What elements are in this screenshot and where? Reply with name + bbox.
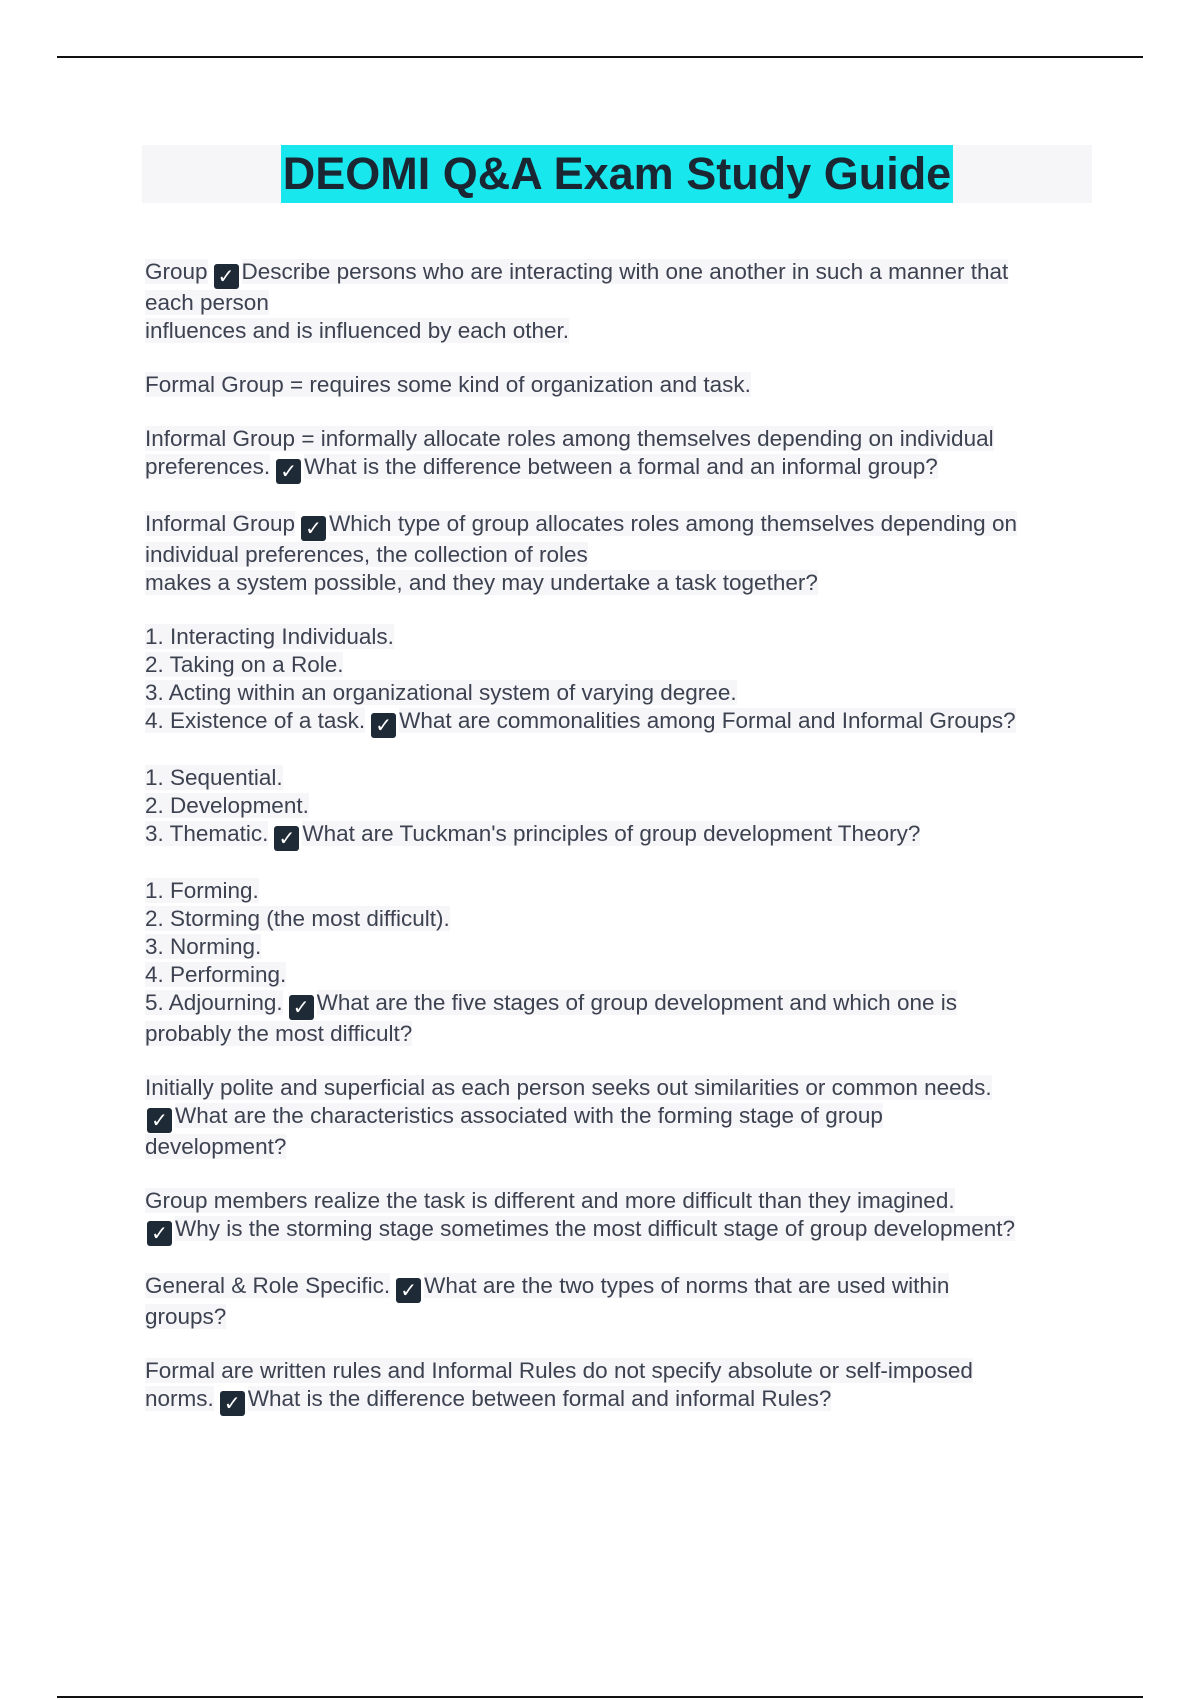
checkmark-icon: ✓ bbox=[276, 459, 301, 484]
qa-line bbox=[145, 792, 1095, 820]
qa-line bbox=[145, 1215, 1095, 1246]
question-text: each person bbox=[145, 290, 269, 315]
answer-text: preferences. bbox=[145, 454, 271, 479]
qa-list bbox=[145, 258, 1095, 1442]
qa-line bbox=[145, 371, 1095, 399]
answer-text: Group members realize the task is different and more difficult than they imagined. bbox=[145, 1188, 955, 1213]
qa-line bbox=[145, 1303, 1095, 1331]
checkmark-icon: ✓ bbox=[371, 713, 396, 738]
question-text: What is the difference between a formal and an informal group? bbox=[304, 454, 938, 479]
answer-text: 4. Performing. bbox=[145, 962, 287, 987]
answer-text: 2. Development. bbox=[145, 793, 309, 818]
checkmark-icon: ✓ bbox=[301, 516, 326, 541]
checkmark-icon: ✓ bbox=[147, 1108, 172, 1133]
answer-text: 2. Storming (the most difficult). bbox=[145, 906, 450, 931]
answer-text: Initially polite and superficial as each person seeks out similarities or common needs. bbox=[145, 1075, 992, 1100]
question-text: What are Tuckman's principles of group development Theory? bbox=[302, 821, 921, 846]
qa-line bbox=[145, 961, 1095, 989]
checkmark-icon: ✓ bbox=[274, 826, 299, 851]
title-band bbox=[142, 145, 1092, 203]
answer-text: 1. Interacting Individuals. bbox=[145, 624, 394, 649]
qa-line bbox=[145, 1074, 1095, 1102]
checkmark-icon: ✓ bbox=[220, 1391, 245, 1416]
qa-line bbox=[145, 623, 1095, 651]
question-text: What is the difference between formal and informal Rules? bbox=[247, 1386, 832, 1411]
question-text: What are the two types of norms that are used within bbox=[424, 1273, 950, 1298]
answer-text: norms. bbox=[145, 1386, 214, 1411]
qa-line bbox=[145, 820, 1095, 851]
question-text: What are the characteristics associated with the forming stage of group bbox=[175, 1103, 883, 1128]
qa-line bbox=[145, 425, 1095, 453]
header-rule bbox=[57, 56, 1143, 58]
qa-line bbox=[145, 1133, 1095, 1161]
qa-line bbox=[145, 905, 1095, 933]
qa-item bbox=[145, 510, 1095, 597]
qa-line bbox=[145, 933, 1095, 961]
answer-text: Informal Group = informally allocate roles among themselves depending on individual bbox=[145, 426, 994, 451]
question-text: What are the five stages of group development and which one is bbox=[316, 990, 957, 1015]
answer-text: 1. Sequential. bbox=[145, 765, 283, 790]
document-title: DEOMI Q&A Exam Study Guide bbox=[281, 145, 953, 203]
qa-item bbox=[145, 371, 1095, 484]
qa-line bbox=[145, 399, 1095, 425]
question-text: influences and is influenced by each other. bbox=[145, 318, 570, 343]
answer-text: General & Role Specific. bbox=[145, 1273, 391, 1298]
qa-line bbox=[145, 679, 1095, 707]
qa-item bbox=[145, 1272, 1095, 1331]
answer-text: 3. Acting within an organizational system of varying degree. bbox=[145, 680, 737, 705]
footer-rule bbox=[57, 1696, 1143, 1698]
question-text: Why is the storming stage sometimes the most difficult stage of group development? bbox=[175, 1216, 1015, 1241]
qa-line bbox=[145, 258, 1095, 289]
answer-text: Formal are written rules and Informal Rules do not specify absolute or self-imposed bbox=[145, 1358, 973, 1383]
answer-text: 4. Existence of a task. bbox=[145, 708, 366, 733]
question-text: Which type of group allocates roles among themselves depending on bbox=[329, 511, 1017, 536]
answer-text: 3. Thematic. bbox=[145, 821, 269, 846]
qa-item bbox=[145, 1187, 1095, 1246]
qa-item bbox=[145, 877, 1095, 1048]
answer-text: Formal Group = requires some kind of organization and task. bbox=[145, 372, 751, 397]
qa-item bbox=[145, 764, 1095, 851]
question-text: individual preferences, the collection of roles bbox=[145, 542, 588, 567]
question-text: Describe persons who are interacting with one another in such a manner that bbox=[241, 259, 1009, 284]
checkmark-icon: ✓ bbox=[214, 264, 239, 289]
question-text: probably the most difficult? bbox=[145, 1021, 413, 1046]
checkmark-icon: ✓ bbox=[396, 1278, 421, 1303]
qa-line bbox=[145, 317, 1095, 345]
question-text: makes a system possible, and they may undertake a task together? bbox=[145, 570, 818, 595]
question-text: development? bbox=[145, 1134, 287, 1159]
qa-item bbox=[145, 1074, 1095, 1161]
qa-line bbox=[145, 707, 1095, 738]
qa-line bbox=[145, 1187, 1095, 1215]
qa-line bbox=[145, 989, 1095, 1020]
qa-line bbox=[145, 541, 1095, 569]
qa-line bbox=[145, 1272, 1095, 1303]
question-text: What are commonalities among Formal and Informal Groups? bbox=[399, 708, 1016, 733]
qa-line bbox=[145, 569, 1095, 597]
answer-text: Group bbox=[145, 259, 208, 284]
answer-text: 1. Forming. bbox=[145, 878, 259, 903]
qa-line bbox=[145, 1357, 1095, 1385]
question-text: groups? bbox=[145, 1304, 227, 1329]
qa-line bbox=[145, 453, 1095, 484]
checkmark-icon: ✓ bbox=[147, 1221, 172, 1246]
answer-text: 5. Adjourning. bbox=[145, 990, 283, 1015]
answer-text: Informal Group bbox=[145, 511, 296, 536]
qa-line bbox=[145, 1102, 1095, 1133]
qa-line bbox=[145, 877, 1095, 905]
answer-text: 2. Taking on a Role. bbox=[145, 652, 344, 677]
qa-item bbox=[145, 258, 1095, 345]
qa-item bbox=[145, 623, 1095, 738]
qa-item bbox=[145, 1357, 1095, 1416]
checkmark-icon: ✓ bbox=[289, 995, 314, 1020]
qa-line bbox=[145, 1385, 1095, 1416]
qa-line bbox=[145, 289, 1095, 317]
qa-line bbox=[145, 510, 1095, 541]
qa-line bbox=[145, 764, 1095, 792]
qa-line bbox=[145, 1020, 1095, 1048]
qa-line bbox=[145, 651, 1095, 679]
answer-text: 3. Norming. bbox=[145, 934, 262, 959]
